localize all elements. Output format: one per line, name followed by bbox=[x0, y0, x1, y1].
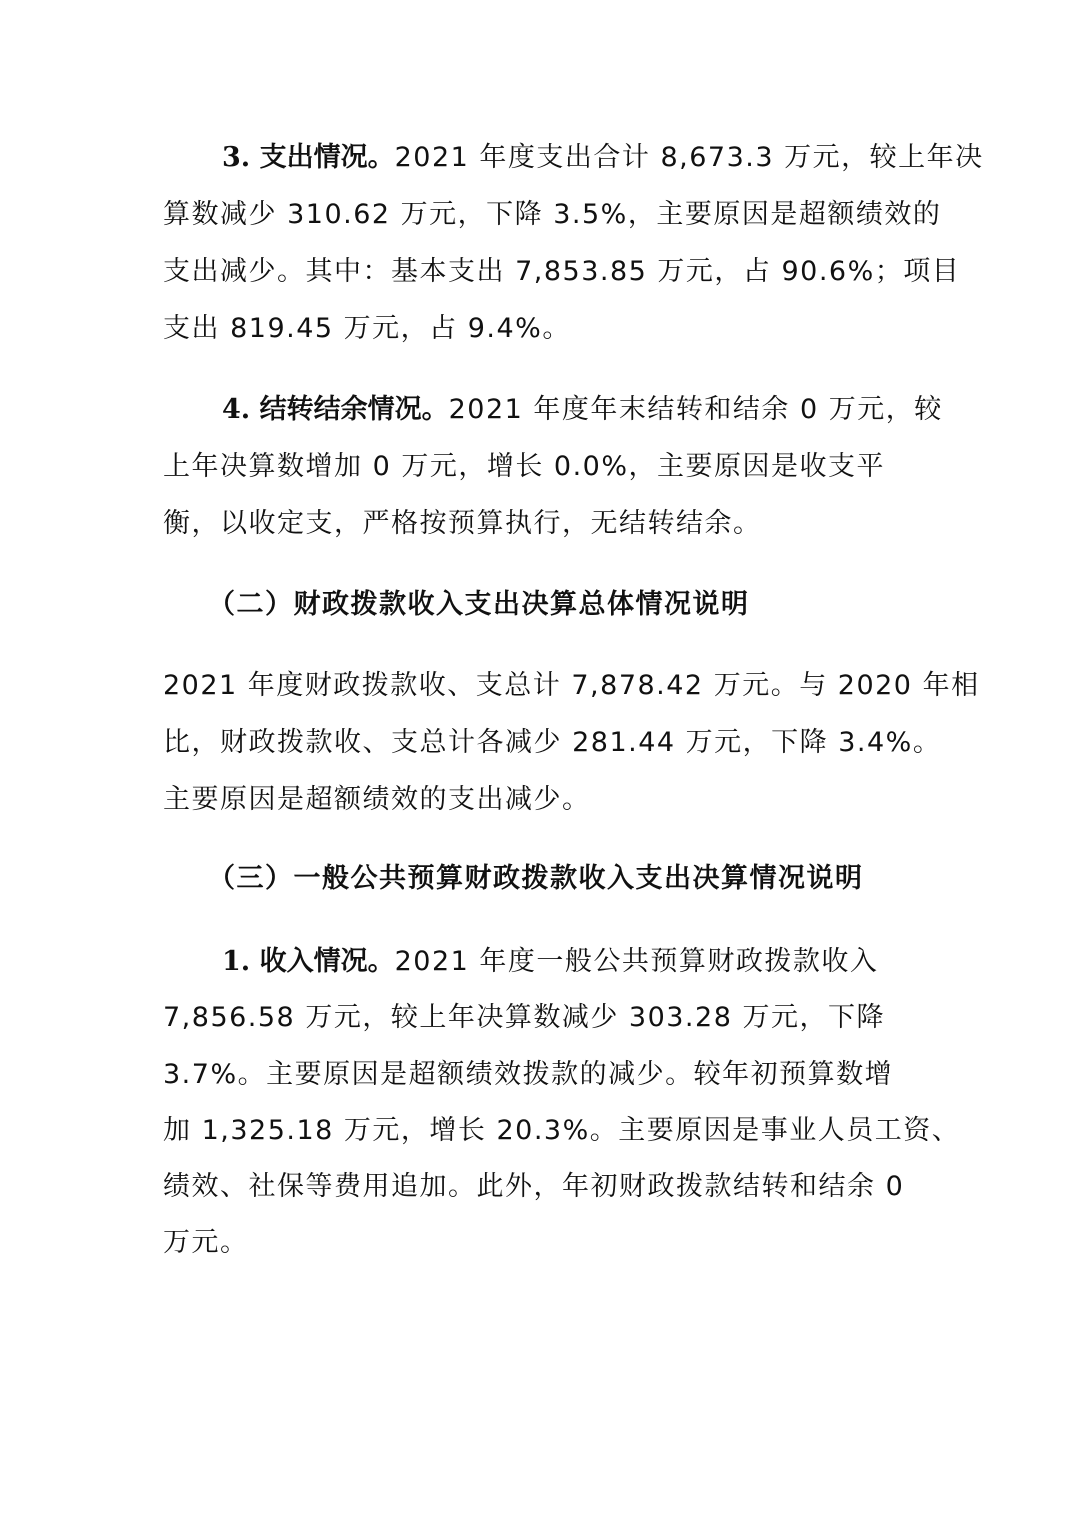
para2-line-3: 主要原因是超额绩效的支出减少。 bbox=[163, 784, 591, 815]
section4-line-2: 上年决算数增加 0 万元，增长 0.0%，主要原因是收支平 bbox=[163, 451, 886, 482]
section3-text: 2021 年度支出合计 8,673.3 万元，较上年决 bbox=[394, 142, 984, 173]
section3-lead: 3. 支出情况。 bbox=[222, 142, 395, 173]
section3-line-1 bbox=[222, 138, 984, 178]
section1-line-3: 3.7%。主要原因是超额绩效拨款的减少。较年初预算数增 bbox=[163, 1059, 894, 1090]
section1-line-2: 7,856.58 万元，较上年决算数减少 303.28 万元，下降 bbox=[163, 1002, 885, 1033]
section4-line-1 bbox=[222, 390, 943, 430]
section1-line-4: 加 1,325.18 万元，增长 20.3%。主要原因是事业人员工资、 bbox=[163, 1115, 961, 1146]
section3-line-2: 算数减少 310.62 万元，下降 3.5%，主要原因是超额绩效的 bbox=[163, 199, 942, 230]
section1-line-1 bbox=[222, 942, 878, 982]
section1-line-5: 绩效、社保等费用追加。此外，年初财政拨款结转和结余 0 bbox=[163, 1171, 905, 1202]
section4-text: 2021 年度年末结转和结余 0 万元，较 bbox=[448, 394, 943, 425]
section3-line-4: 支出 819.45 万元，占 9.4%。 bbox=[163, 313, 571, 344]
heading-2: （二）财政拨款收入支出决算总体情况说明 bbox=[208, 589, 750, 620]
section1-text: 2021 年度一般公共预算财政拨款收入 bbox=[394, 946, 879, 977]
section4-lead: 4. 结转结余情况。 bbox=[222, 394, 449, 425]
section4-line-3: 衡，以收定支，严格按预算执行，无结转结余。 bbox=[163, 508, 762, 539]
para2-line-1: 2021 年度财政拨款收、支总计 7,878.42 万元。与 2020 年相 bbox=[163, 670, 980, 701]
section1-lead: 1. 收入情况。 bbox=[222, 946, 395, 977]
para2-line-2: 比，财政拨款收、支总计各减少 281.44 万元，下降 3.4%。 bbox=[163, 727, 942, 758]
heading-3: （三）一般公共预算财政拨款收入支出决算情况说明 bbox=[208, 863, 864, 894]
section1-line-6: 万元。 bbox=[163, 1227, 249, 1258]
section3-line-3: 支出减少。其中：基本支出 7,853.85 万元，占 90.6%；项目 bbox=[163, 256, 961, 287]
